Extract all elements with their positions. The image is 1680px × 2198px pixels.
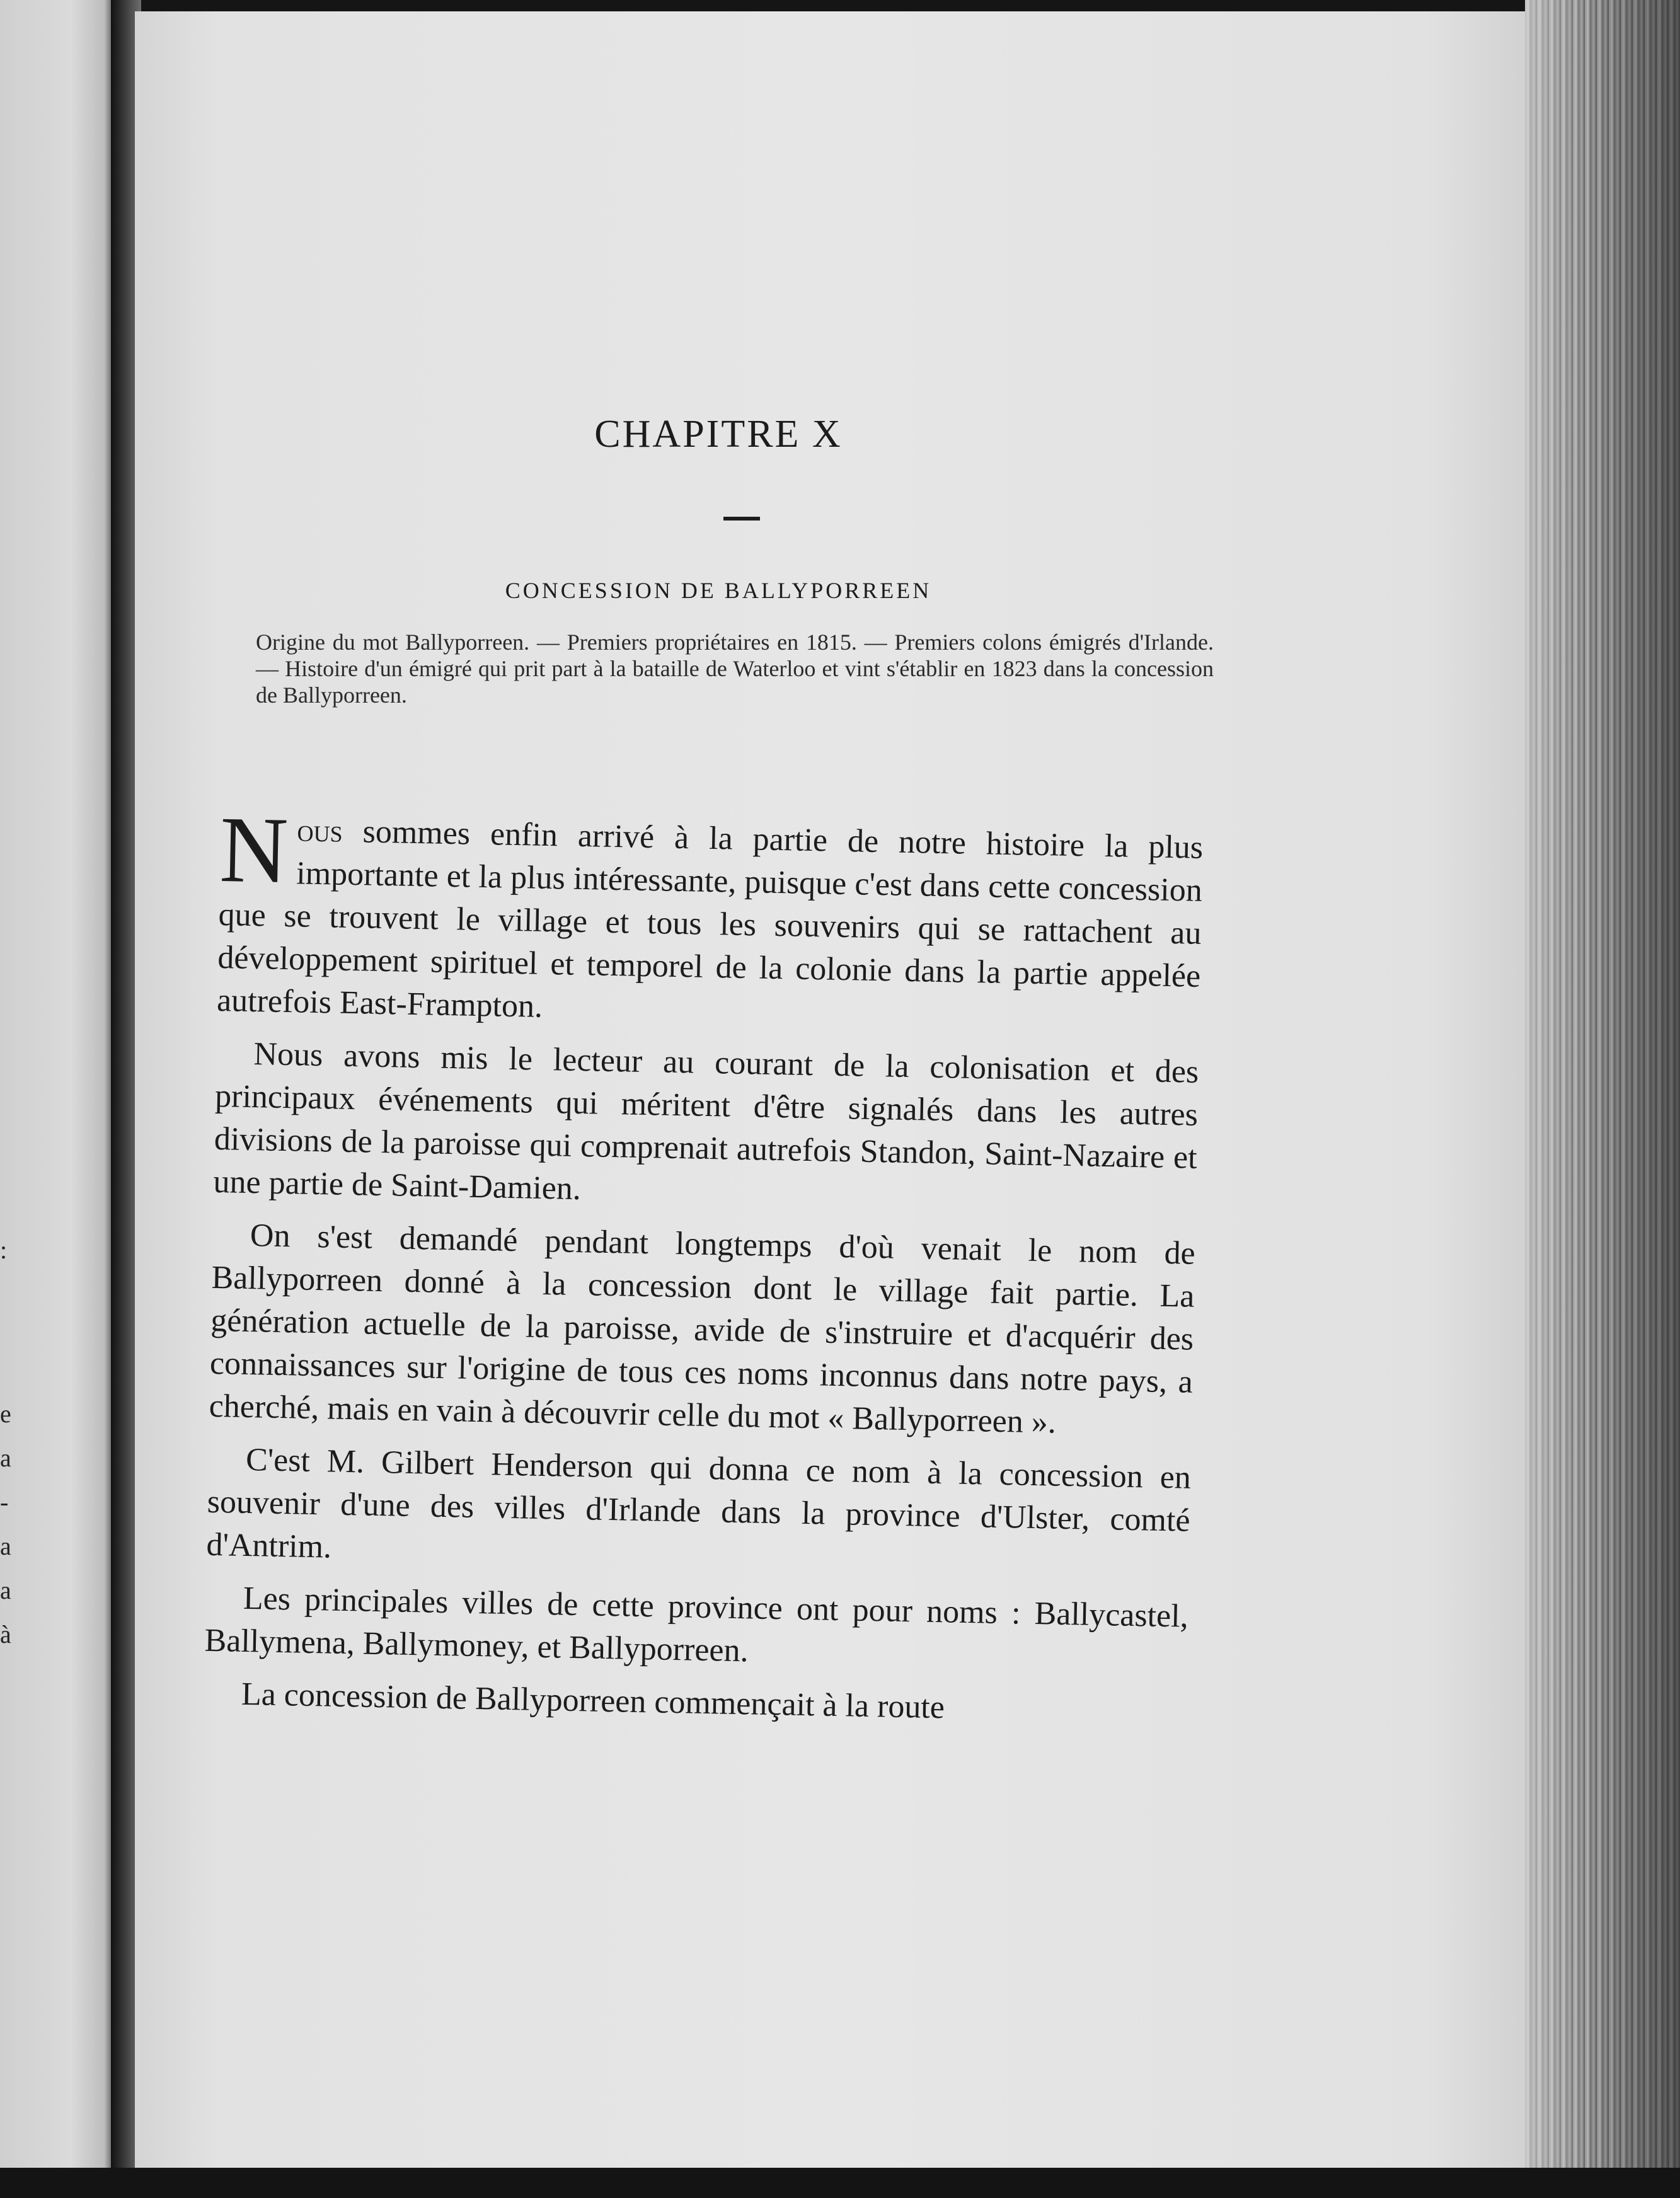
chapter-title: CHAPITRE X: [594, 413, 843, 456]
section-title: CONCESSION DE BALLYPORREEN: [505, 578, 932, 603]
drop-cap: N: [219, 797, 289, 904]
paragraph: La concession de Ballyporreen commençait à la route: [241, 1676, 945, 1726]
paragraph-text: sommes enfin arrivé à la partie de notre histoire la plus importante et la plus intéressante, puisque c'est dans cette concession que se trouvent le village et tous les souvenirs qui se rattachent au développement spirituel et temporel de la colonie dans la partie appelée autrefois East-Frampton.: [216, 813, 1204, 1025]
lead-word: ous: [297, 812, 343, 849]
paragraph: [216, 797, 1204, 1041]
left-page-mark: a: [0, 1444, 11, 1472]
title-divider: [723, 517, 760, 521]
left-page-mark: à: [0, 1620, 11, 1648]
left-page-mark: a: [0, 1532, 11, 1560]
chapter-summary: Origine du mot Ballyporreen. — Premiers propriétaires en 1815. — Premiers colons émigrés d'Irlande. — Histoire d'un émigré qui prit part à la bataille de Waterloo et vint s'établir en 1823 dans la concession de Ballyporreen.: [256, 630, 1214, 708]
paragraph: Les principales villes de cette province ont pour noms : Ballycastel, Ballymena, Ballymoney, et Ballyporreen.: [204, 1580, 1189, 1669]
page-edges-shade: [1525, 0, 1680, 2198]
bottom-shadow: [0, 2168, 1680, 2198]
paragraph: C'est M. Gilbert Henderson qui donna ce nom à la concession en souvenir d'une des villes d'Irlande dans la province d'Ulster, comté d'Antrim.: [206, 1441, 1192, 1565]
left-page-mark: e: [0, 1400, 11, 1428]
left-page-mark: -: [0, 1488, 9, 1516]
left-facing-page: [0, 0, 118, 2198]
left-page-mark: :: [0, 1236, 8, 1264]
left-page-mark: a: [0, 1576, 11, 1604]
paragraph: On s'est demandé pendant longtemps d'où venait le nom de Ballyporreen donné à la concession dont le village fait partie. La génération actuelle de la paroisse, avide de s'instruire et d'acquérir des connaissances sur l'origine de tous ces noms inconnus dans notre pays, a cherché, mais en vain à découvrir celle du mot « Ballyporreen ».: [209, 1217, 1196, 1441]
body-text: [203, 797, 1204, 1744]
paragraph: Nous avons mis le lecteur au courant de la colonisation et des principaux événements qui méritent d'être signalés dans les autres divisions de la paroisse qui comprenait autrefois Standon, Saint-Nazaire et une partie de Saint-Damien.: [213, 1036, 1199, 1207]
